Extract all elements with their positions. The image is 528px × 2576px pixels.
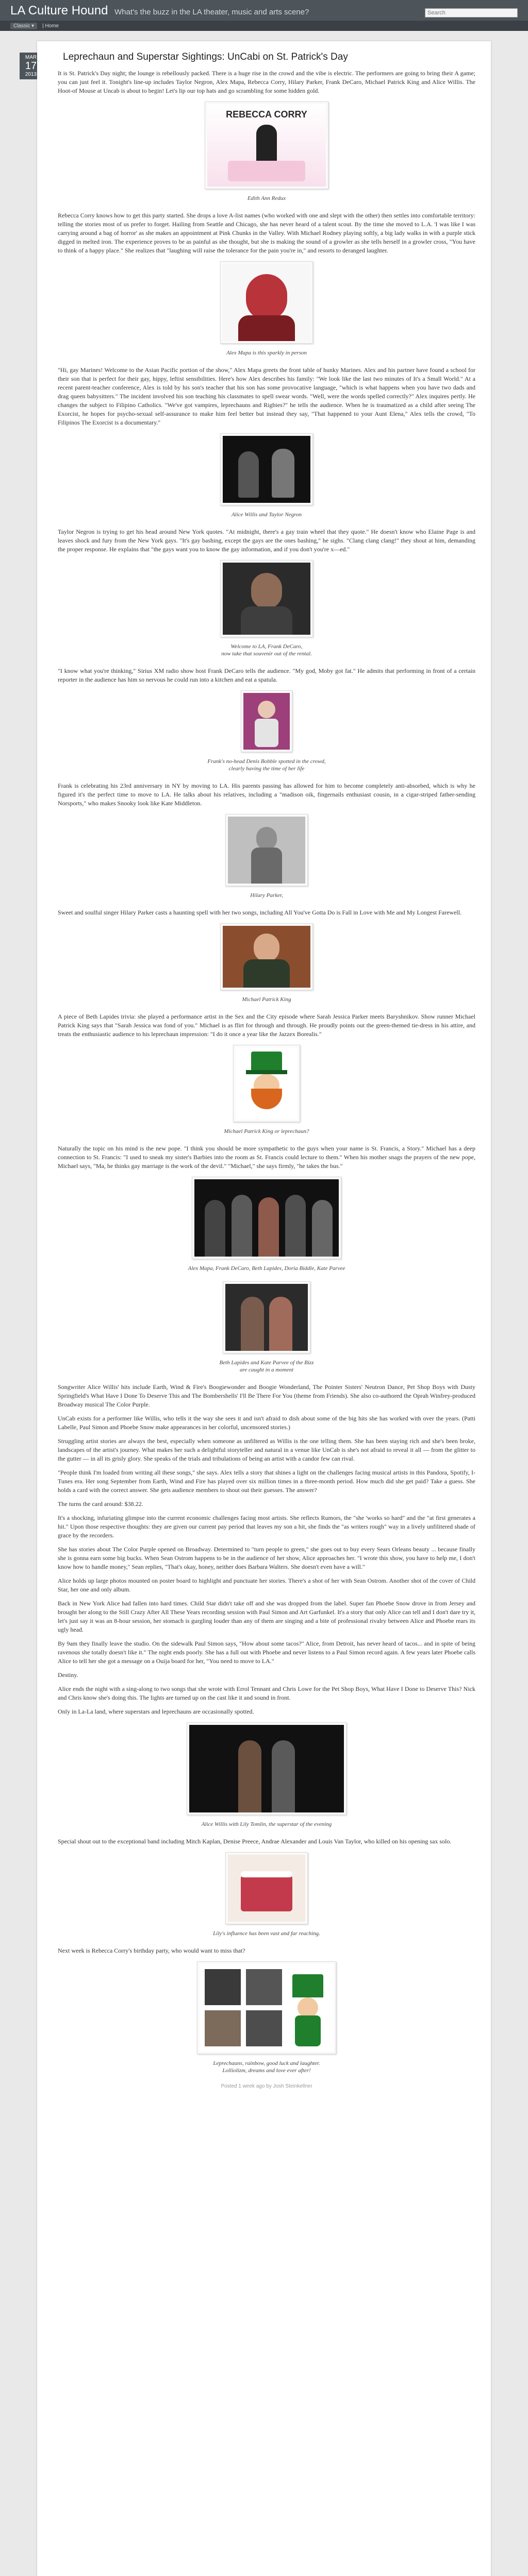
performer-body (241, 606, 292, 635)
photo-image (236, 1047, 298, 1120)
post-paragraph: Next week is Rebecca Corry's birthday party, who would want to miss that? (58, 1947, 245, 1954)
photo-caption (58, 643, 475, 657)
photo-frame[interactable] (225, 1852, 308, 1924)
photo-group (58, 1177, 475, 1272)
blog-title-text[interactable]: LA Culture Hound (10, 4, 108, 18)
post-paragraph: A piece of Beth Lapides trivia: she played a performance artist in the Sex and the City episode where Sarah Jessica Parker meets Baryshnikov. Show runner Michael Patrick King says that "Sarah Jessica was fond of you." Michael is as flirt for through and through. He proudly points out the green-themed tie-dress in his attire, and treats the enthusiastic audience to his leprechaun impression: "I do it once a year like the Jazzex Borealis." (58, 1013, 475, 1038)
post-paragraph: Frank is celebrating his 23rd anniversary in NY by moving to LA. His parents passing has allowed for him to become completely anti-absorbed, which is why he figured it's the perfect time to move to LA. He talks about his relatives, including a "madison oik, fingernails enthusiast cousin, in a cigar-striped father-sending Norsports," who makes Snooky look like Kate Middleton. (58, 782, 475, 807)
body-shape (238, 315, 295, 341)
collage-tile (246, 1969, 282, 2005)
photo-caption (58, 2060, 475, 2074)
photo-image (223, 926, 310, 988)
group-person (258, 1197, 279, 1257)
photo-michael-patrick-king (58, 923, 475, 1003)
photo-image (228, 817, 305, 884)
performer-head (251, 573, 282, 609)
photo-frame[interactable] (192, 1177, 341, 1259)
caption-line: now take that souvenir out of the rental. (221, 651, 312, 657)
photo-caption: Michael Patrick King (242, 996, 291, 1003)
photo-frame[interactable] (187, 1722, 346, 1815)
group-person (312, 1200, 333, 1257)
leprechaun-body (295, 2015, 321, 2046)
caption-line: Leprechauns, rainbow, good luck and laughter. (213, 2060, 320, 2066)
caption-line: are caught in a moment (239, 1367, 294, 1373)
person-right (272, 1740, 295, 1812)
caption-line: clearly having the time of her life (228, 766, 305, 772)
post-paragraph: Struggling artist stories are always the best, especially when someone as unfiltered as Willis is the one telling them. She has been staying rich and she's been broke, landscapes of the artist's journey. What makes her such a delightful storyteller and natural in a venue like UnCab is she's not afraid to reveal it all — from the glitter to the gutter — in all its grisly glory. She speaks of the trials and tribulations of being an artist with a candor few can rival. (58, 1437, 475, 1462)
photo-frame[interactable] (225, 814, 308, 886)
photo-frame[interactable] (241, 690, 292, 752)
person-left (238, 451, 259, 498)
singer-head (256, 827, 277, 850)
photo-image (225, 1284, 308, 1351)
person-right (272, 449, 294, 498)
post-paragraph: Back in New York Alice had fallen into hard times. Child Star didn't take off and she was dropped from the label. Super fan Phoebe Snow drove in from Jersey and brought her along to the Still Crazy After All These Years recording session with Paul Simon and Art Garfunkel. It's a story that only Alice can tell and I don't dare try it, let's just say it was an 8-hour session, her stomach is gurgling louder than any of them are singing and a bite of professional rivalry between Alice and Phoebe rears its ugly head. (58, 1600, 475, 1633)
photo-caption: Michael Patrick King or leprechaun? (224, 1128, 309, 1134)
singer-body (251, 848, 282, 884)
photo-image (200, 1964, 334, 2052)
caption-line: Beth Lapides and Kate Parvee of the Bizz (219, 1360, 314, 1366)
chair-shape (228, 161, 305, 181)
photo-rebecca-corry (58, 101, 475, 202)
performer-body (243, 959, 290, 988)
photo-caption (58, 758, 475, 772)
post-paragraph: "People think I'm loaded from writing all these songs," she says. Alex tells a story that shines a light on the challenges facing musical artists in this Pandora, Spotify, I-Tunes era. Her song September from Earth, Wind and Fire has played over six million times in a three-month period. How much did she get paid? Take a guess. She holds a card with the correct answer. She gets audience members to shout out their guesses. The answer? (58, 1469, 475, 1494)
view-navbar (0, 21, 528, 31)
performer-head (254, 934, 279, 962)
photo-caption (58, 1359, 475, 1374)
photo-taylor-negron (58, 433, 475, 518)
post-title[interactable]: Leprechaun and Superstar Sightings: UnCabi on St. Patrick's Day (63, 52, 348, 62)
photo-caption: Edith Ann Redux (247, 195, 286, 201)
post-paragraph: UnCab exists for a performer like Willis, who tells it the way she sees it and isn't afraid to dish about some of the big hits she has worked with over the years. (Patti Labelle, Paul Simon and Phoebe Snow make appearances in her colorful, uncensored stories.) (58, 1415, 475, 1431)
post-paragraph: Special shout out to the exceptional band including Mitch Kaplan, Denise Preece, Andrae Alexander and Louis Van Taylor, who killed on his opening sax solo. (58, 1838, 452, 1845)
post-paragraph: Destiny. (58, 1671, 78, 1679)
performer-silhouette (246, 274, 287, 320)
post-paragraph: By 9am they finally leave the studio. On the sidewalk Paul Simon says, "How about some tacos?" Alice, from Detroit, has never heard of tacos... and in spite of being ravenous she totally doesn't like it." The night ends poorly. She has a full out with Phoebe and never listens to a Paul Simon record again. A few years later Phoebe calls Alice to tell her she got a message on a Ouija board for her, "You need to move to LA." (58, 1640, 475, 1665)
photo-frame[interactable] (197, 1961, 336, 2054)
post-paragraph: "I know what you're thinking," Sirius XM radio show host Frank DeCaro tells the audience. "My god, Moby got fat." He admits that performing in front of a certain reporter in the audience has him so nervous he could run into a kitchen and eat a spatula. (58, 667, 475, 683)
photo-caption: Lily's influence has been vast and far reaching. (213, 1930, 320, 1937)
collage-tile (205, 1969, 241, 2005)
caption-line: Welcome to LA, Frank DeCaro, (230, 643, 303, 650)
group-person (205, 1200, 225, 1257)
collage-tile (246, 2010, 282, 2046)
photo-caption: Alice Willis and Taylor Negron (231, 512, 302, 518)
photo-caption: Hilary Parker, (250, 892, 283, 899)
photo-final-collage (58, 1961, 475, 2074)
cake-shape (241, 1875, 292, 1911)
nav-home-link[interactable]: | Home (42, 23, 59, 29)
view-selector-classic[interactable]: Classic ▾ (10, 23, 37, 29)
leprechaun-beard (251, 1089, 282, 1109)
post-paragraph: Alice holds up large photos mounted on poster board to highlight and punctuate her stories. There's a shot of her with Sean Ostrom. Another shot of the cover of Child Star, her one and only album. (58, 1577, 475, 1593)
leprechaun-face (298, 1997, 318, 2018)
person-left (238, 1740, 261, 1812)
leprechaun-hat (292, 1974, 323, 1997)
photo-image (223, 436, 310, 503)
cake-frosting (241, 1871, 292, 1877)
post-paragraph: Rebecca Corry knows how to get this party started. She drops a love A-list names (who worked with one and slept with the other) then settles into comfortable territory: telling the stories most of us prefer to forget. Hailing from Seattle and Chicago, she has never heard of a talent scout. By the time she moved to L.A. 'I was like I was carrying around a bag of horror' as she makes an appointment at Pink Chunks in the Valley. With Michael Rodney playing softly, a big lady walks in with a purple stick digged in melted iron. The experience proves to be as painful as she thought, but she is making the sound of a growler as she tells herself in a growler cross, "You have to think of a happy place." She realizes that "laughing will raise the tolerance for the pain you're in," and resorts to deranged laughter. (58, 212, 475, 254)
photo-caption: Alex Mapa, Frank DeCaro, Beth Lapides, Doria Biddle, Kate Parvee (188, 1265, 345, 1272)
photo-image (243, 693, 290, 750)
content-wrapper (25, 41, 491, 2576)
photo-image (223, 563, 310, 635)
caption-line: Frank's no-head Denis Bobble spotted in the crowd, (207, 758, 326, 765)
photo-caption: Alex Mapa is this sparkly in person (226, 350, 307, 356)
post-day: 17 (25, 60, 37, 72)
group-person (285, 1195, 306, 1257)
blog-post (37, 41, 491, 2576)
post-paragraph: "Hi, gay Marines! Welcome to the Asian Pacific portion of the show," Alex Mapa greets the front table of hunky Marines. Alex and his partner have found a school for their son that is perfect for their gay, hippy, leftist sensibilities. Here's how Alex describes his family: "We look like the last two minutes of It's a Small World." At a recent parent-teacher conference, Alex is told by his son's teacher that his son has some provocative language, "which is what happens when you have two dads and drag queen babysitters." The incident involved his son teaching his classmates to spell swear words. "Well, were the words spelled correctly?" Alex inquires pertly. He changes the subject to Filipino Catholics. "We've got vampires, leprechauns and Rigbies?" he tells the audience. When he is traumatized as a child after seeing The Exorcist, he hopes for psycho-sexual self-assurance to make him feel better but instead they say, "That happened to your Aunt Elena," Alex tells the crowd, "To Filipinos The Exorcist is a documentary." (58, 366, 475, 426)
post-paragraph: It is St. Patrick's Day night; the lounge is rebellously packed. There is a huge rise in the crowd and the vibe is electric. The performers are going to bring their A game; you can just feel it. Tonight's line-up includes Taylor Negron, Alex Mapa, Rebecca Corry, Hilary Parker, Frank DeCaro, Michael Patrick King and Alice Willis. The Hoot-of Mouse at Uncab is about to begin! Let's lip our top hats and go scrambling for some hidden gold. (58, 70, 475, 94)
person-right (269, 1297, 292, 1351)
post-paragraph: She has stories about The Color Purple opened on Broadway. Determined to "turn people to green," she goes out to buy every Sears Orleans beauty ... because finally she is gonna earn some big bucks. When Sean Ostrom happens to be in the audience of her show, Alice approaches her. "I wrote this show, you have to help me, I don't know how to handle money," Sean replies, "That's okay, honey, neither does Barbara Walters. She doesn't even have a will." (58, 1546, 475, 1570)
photo-frame[interactable] (220, 923, 313, 990)
photo-hilary-parker (58, 814, 475, 899)
post-paragraph: It's a shocking, infuriating glimpse into the current economic challenges facing most artists. She reflects Rumors, the "she 'works so hard" and the "at first generates a hit." Upon those respective thoughts: they are given our current pay period that leaves my son a hit, she finds the "as writers rough" way in a lively unfilitered shade of grace by the recorders. (58, 1514, 475, 1539)
post-paragraph: Only in La-La land, where superstars and leprechauns are occasionally spotted. (58, 1708, 254, 1715)
photo-image (194, 1179, 339, 1257)
post-paragraph: The turns the card around: $38.22. (58, 1500, 143, 1507)
photo-bobble-doll (58, 690, 475, 772)
photo-caption: Alice Willis with Lily Tomlin, the superstar of the evening (201, 1821, 332, 1827)
group-person (232, 1195, 252, 1257)
leprechaun-hat (251, 1052, 282, 1072)
search-input[interactable] (425, 8, 518, 18)
caption-line: Lolliolizm, dreams and love ever after! (222, 2067, 311, 2074)
blog-description: What's the buzz in the LA theater, music and arts scene? (114, 8, 309, 16)
post-paragraph: Taylor Negron is trying to get his head around New York quotes. "At midnight, there's a gay train wheel that they quote." He doesn't know who Elaine Page is and leaves shock and fury from the New York gays. "It's gay bashing, except the gays are the ones bashing," he sighs. "Clang clang clang!" they shout at him, demanding the proper response. He explains that "the gays want you to know the gay information, and if you don't you're x—ed." (58, 528, 475, 553)
photo-image (189, 1725, 344, 1812)
blog-title[interactable] (10, 3, 309, 21)
post-year: 2013 (25, 72, 37, 77)
photo-cake (58, 1852, 475, 1937)
photo-frame[interactable] (205, 101, 328, 189)
photo-alex-mapa (58, 261, 475, 357)
hat-brim (246, 1070, 287, 1074)
photo-frank-decaro (58, 560, 475, 657)
post-footer[interactable]: Posted 1 week ago by Josh Steinkellner (221, 2083, 312, 2089)
doll-body (255, 719, 278, 747)
photo-image (207, 104, 326, 187)
photo-image (228, 1855, 305, 1922)
photo-frame[interactable] (220, 560, 313, 637)
post-paragraph: Alice ends the night with a sing-along to two songs that she wrote with Errol Tennant and Chris Lowe for the Pet Shop Boys, What Have I Done to Deserve This? Nick and Chris know she's doing this. The lights are turned up on the cast like it and sound in front. (58, 1685, 475, 1701)
photo-alice-lily (58, 1722, 475, 1828)
sign-text: REBECCA CORRY (226, 109, 307, 120)
post-paragraph: Sweet and soulful singer Hilary Parker casts a haunting spell with her two songs, including All You've Gotta Do is Fall in Love with Me and My Longest Farewell. (58, 909, 462, 916)
blog-header (0, 0, 528, 21)
person-left (241, 1297, 264, 1351)
post-paragraph: Naturally the topic on his mind is the new pope. "I think you should be more sympathetic to the guys when your name is St. Francis, a Story." Michael has a deep connection to St. Francis: "I used to sneak my sister's Barbies into the room as St. Francis could lecture to them." When his mother snags the prayers of the new pope, Michael says, "Ma, he thinks gay marriage is the work of the devil." "Michael," she says firmly, "he takes the bus." (58, 1145, 475, 1170)
photo-leprechaun (58, 1045, 475, 1135)
photo-frame[interactable] (220, 261, 313, 344)
collage-tile (205, 2010, 241, 2046)
post-month: MAR (25, 55, 37, 60)
photo-image (223, 264, 310, 341)
photo-frame[interactable] (233, 1045, 300, 1122)
doll-head (258, 701, 275, 718)
post-paragraph: Songwriter Alice Willis' hits include Earth, Wind & Fire's Boogiewonder and Boogie Wonderland, The Pointer Sisters' Neutron Dance, Pet Shop Boys with Dusty Springfield's What Have I Done To Deserve This and The Bombershells' I'll Be There For You (theme from Friends). She also co-authored the Oprah Winfrey-produced Broadway musical The Color Purple. (58, 1383, 475, 1408)
photo-frame[interactable] (223, 1281, 310, 1353)
photo-beth-kate (58, 1281, 475, 1374)
photo-frame[interactable] (220, 433, 313, 505)
